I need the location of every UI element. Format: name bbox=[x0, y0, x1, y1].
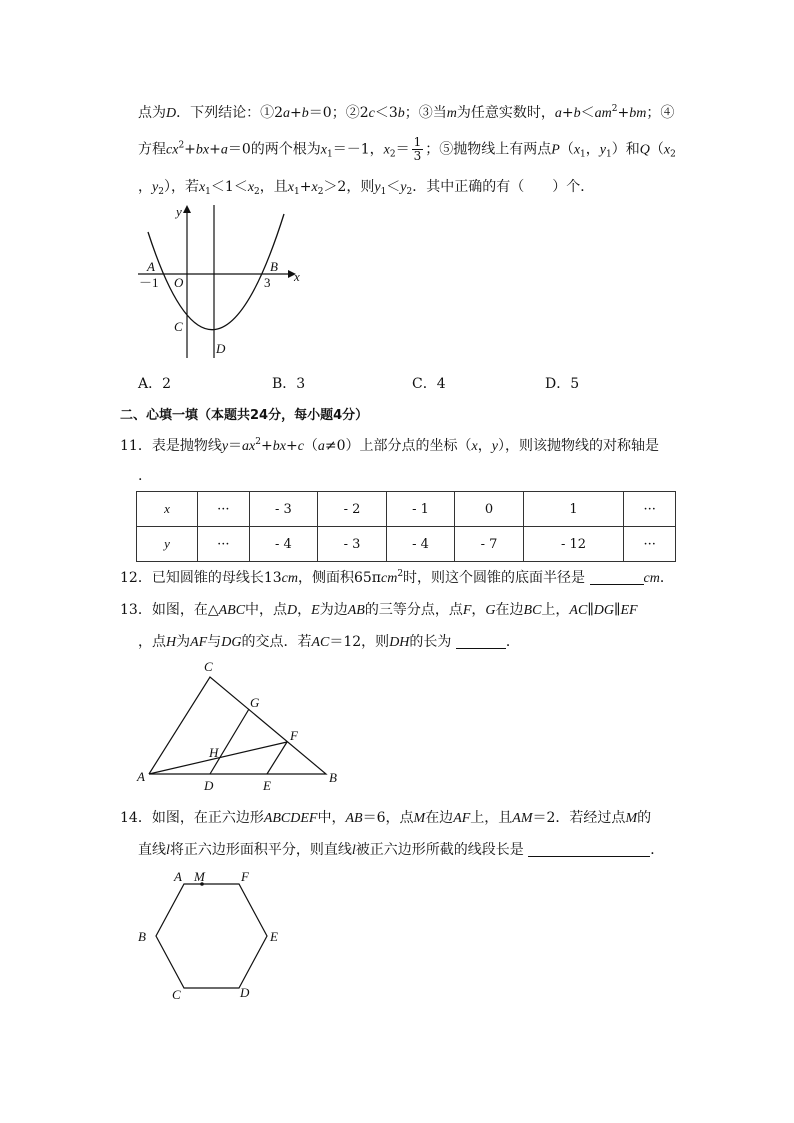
q14-answer-blank[interactable] bbox=[528, 842, 650, 857]
tri-D-label: D bbox=[204, 778, 214, 793]
value-table bbox=[136, 491, 676, 562]
y-axis-label: y bbox=[176, 204, 182, 219]
hex-C-label: C bbox=[172, 987, 181, 1002]
parabola-figure bbox=[130, 200, 310, 365]
q13-line-2: ，点H为AF与DG的交点．若AC＝12，则DH的长为 ． bbox=[138, 634, 520, 650]
hex-E-label: E bbox=[270, 929, 278, 944]
tri-E-label: E bbox=[263, 778, 271, 793]
hex-D-label: D bbox=[240, 985, 250, 1000]
tri-C-label: C bbox=[204, 659, 213, 674]
tick-three: 3 bbox=[264, 275, 271, 290]
q11-answer-dot: . bbox=[138, 468, 143, 484]
section-heading: 二、心填一填（本题共24分，每小题4分） bbox=[120, 408, 369, 423]
q13-line-1: 13．如图，在△ABC中，点D，E为边AB的三等分点，点F，G在边BC上，AC∥DG∥EF bbox=[120, 602, 638, 618]
choice-C[interactable]: C．4 bbox=[412, 376, 446, 392]
choice-D[interactable]: D．5 bbox=[545, 376, 580, 392]
choice-A[interactable]: A．2 bbox=[138, 376, 172, 392]
tri-F-label: F bbox=[290, 728, 298, 743]
fraction-one-third: $\frac{1}{3}$ bbox=[413, 135, 422, 163]
origin-label: O bbox=[174, 275, 184, 290]
q12-text: 12．已知圆锥的母线长13cm，侧面积65πcm$^2$时，则这个圆锥的底面半径是 cm． bbox=[120, 569, 674, 586]
tri-H-label: H bbox=[209, 745, 219, 760]
q11-text: 11．表是抛物线$y=ax^2+bx+c(a\ne 0)$上部分点的坐标（x，y），则该抛物线的对称轴是 bbox=[120, 437, 659, 454]
choice-B[interactable]: B．3 bbox=[272, 376, 306, 392]
table-row: y ··· - 4 - 3 - 4 - 7 - 12 ··· bbox=[137, 527, 676, 562]
hex-A-label: A bbox=[174, 869, 182, 884]
hex-M-label: M bbox=[194, 869, 205, 884]
point-C-label: C bbox=[174, 319, 183, 334]
q10-line-2: 方程$cx^2+bx+a=0$的两个根为$x_1=-1$，$x_2=$ $\frac{1}{3}$ ；⑤抛物线上有两点$P(x_1$，$y_1$）和$Q(x_2$ bbox=[138, 135, 676, 163]
point-A-label: A bbox=[147, 259, 155, 274]
hex-F-label: F bbox=[241, 869, 249, 884]
x-axis-label: x bbox=[294, 269, 300, 284]
q14-line-1: 14．如图，在正六边形ABCDEF中，AB＝6，点M在边AF上，且AM＝2．若经过点M的 bbox=[120, 810, 652, 826]
hexagon-figure bbox=[132, 866, 292, 1006]
hex-B-label: B bbox=[138, 929, 146, 944]
q12-answer-blank[interactable] bbox=[590, 570, 644, 585]
tick-minus-one: －1 bbox=[139, 275, 159, 290]
point-B-label: B bbox=[270, 259, 278, 274]
q10-line-1: 点为D．下列结论：①2a+b＝0；②2c＜3b；③当m为任意实数时，$a+b<am^2+bm$；④ bbox=[138, 104, 675, 121]
q13-answer-blank[interactable] bbox=[456, 634, 506, 649]
table-row: x ··· - 3 - 2 - 1 0 1 ··· bbox=[137, 492, 676, 527]
tri-G-label: G bbox=[250, 695, 260, 710]
q10-line-3: ，$y_2$），若$x_1<1<x_2$，且$x_1+x_2>2$，则$y_1<y_2$．其中正确的有（ ）个． bbox=[138, 179, 595, 197]
tri-B-label: B bbox=[329, 770, 337, 785]
vertex-D-label: D bbox=[216, 341, 226, 356]
q14-line-2: 直线l将正六边形面积平分，则直线l被正六边形所截的线段长是 ． bbox=[138, 842, 665, 858]
tri-A-label: A bbox=[137, 769, 145, 784]
triangle-figure bbox=[132, 656, 347, 796]
